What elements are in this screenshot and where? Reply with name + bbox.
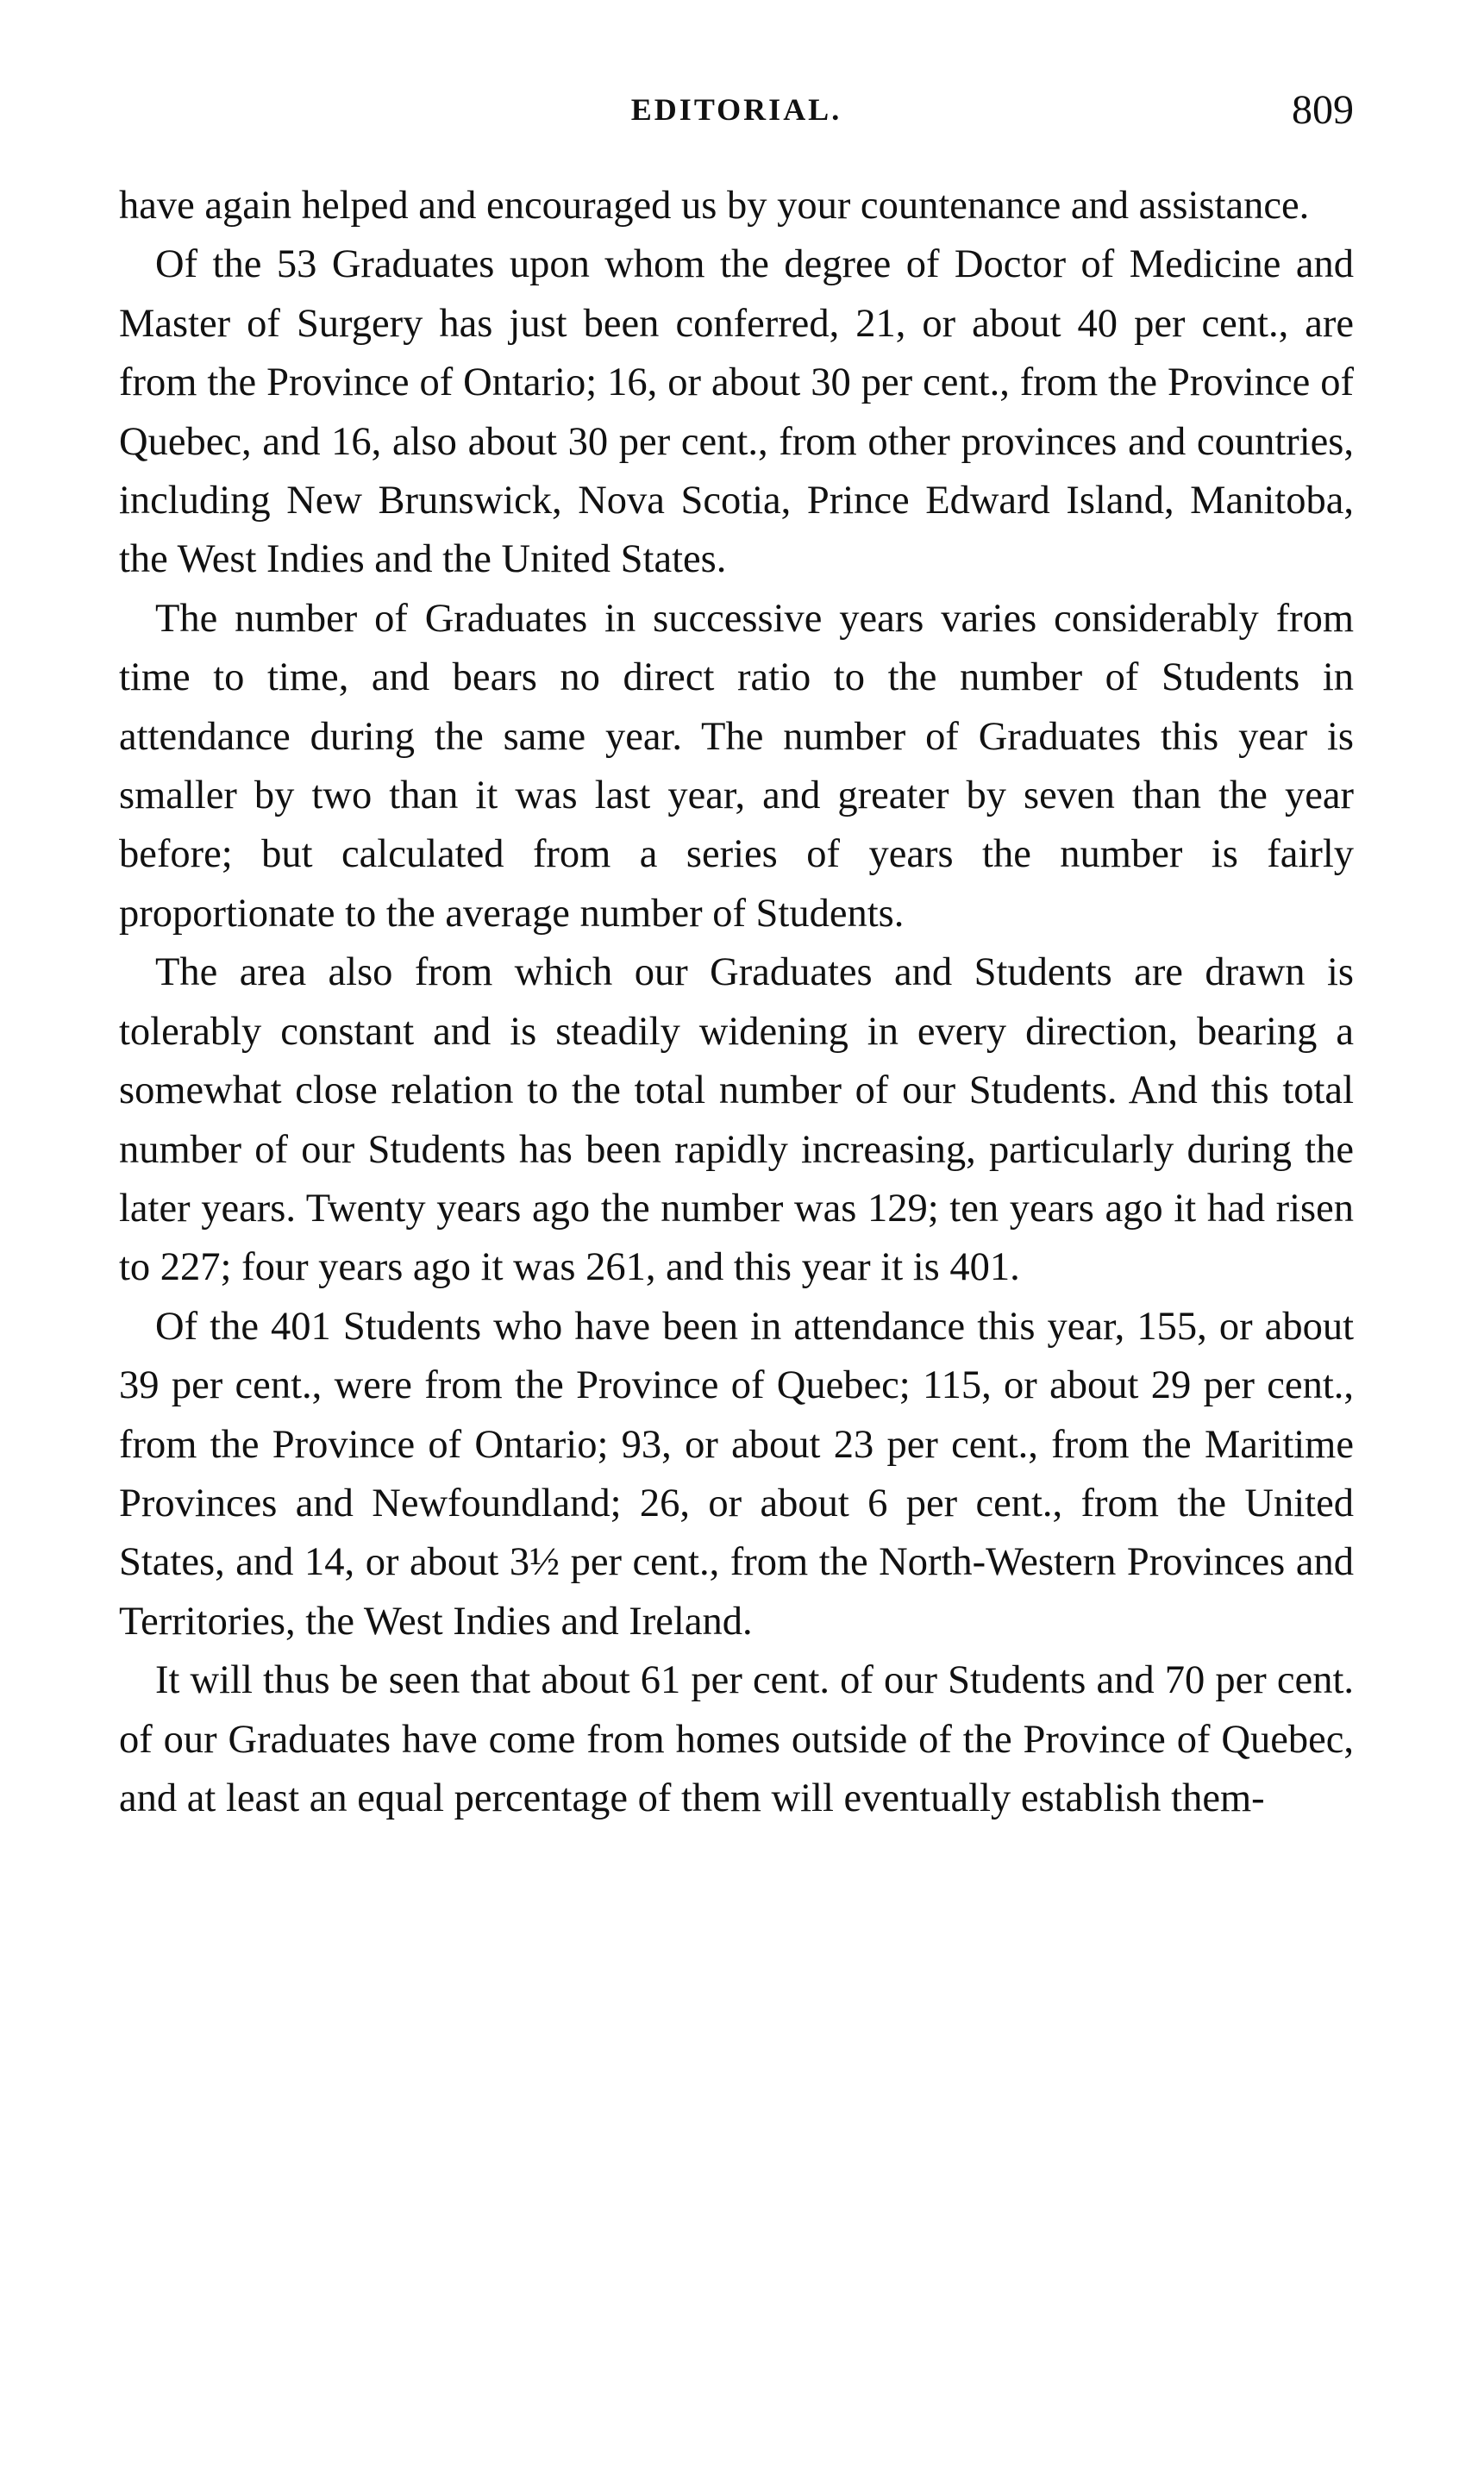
paragraph-area-drawn: The area also from which our Graduates and Students are drawn is tolerably constant and is steadily widening in every direction, bearing a somewhat close relation to the total number of our Students. And this total number of our Students has been rapidly increasing, particularly during the later years. Twenty years ago the number was 129; ten years ago it had risen to 227; four years ago it was 261, and this year it is 401. — [119, 950, 1354, 1290]
page-header — [119, 86, 1354, 138]
paragraph-graduates-provinces: Of the 53 Graduates upon whom the degree of Doctor of Medicine and Master of Surgery has just been conferred, 21, or about 40 per cent., are from the Province of Ontario; 16, or about 30 per cent., from the Province of Quebec, and 16, also about 30 per cent., from other provinces and countries, including New Brunswick, Nova Scotia, Prince Edward Island, Manitoba, the West Indies and the United States. — [119, 242, 1354, 582]
paragraph-conclusion: It will thus be seen that about 61 per cent. of our Students and 70 per cent. of our Graduates have come from homes outside of the Province of Quebec, and at least an equal percentage of them will eventually establish them- — [119, 1658, 1354, 1820]
editorial-body — [119, 177, 1354, 1828]
paragraph-continued: have again helped and encouraged us by your countenance and assistance. — [119, 184, 1310, 228]
page-number: 809 — [1292, 87, 1354, 133]
running-head: EDITORIAL. — [630, 92, 842, 127]
paragraph-graduate-numbers: The number of Graduates in successive years varies considerably from time to time, and bears no direct ratio to the number of Students in attendance during the same year. The number of Graduates this year is smaller by two than it was last year, and greater by seven than the year before; but calculated from a series of years the number is fairly proportionate to the average number of Students. — [119, 596, 1354, 936]
paragraph-student-origins: Of the 401 Students who have been in attendance this year, 155, or about 39 per cent., were from the Province of Quebec; 115, or about 29 per cent., from the Province of Ontario; 93, or about 23 per cent., from the Maritime Provinces and Newfoundland; 26, or about 6 per cent., from the United States, and 14, or about 3½ per cent., from the North-Western Provinces and Territories, the West Indies and Ireland. — [119, 1304, 1354, 1644]
